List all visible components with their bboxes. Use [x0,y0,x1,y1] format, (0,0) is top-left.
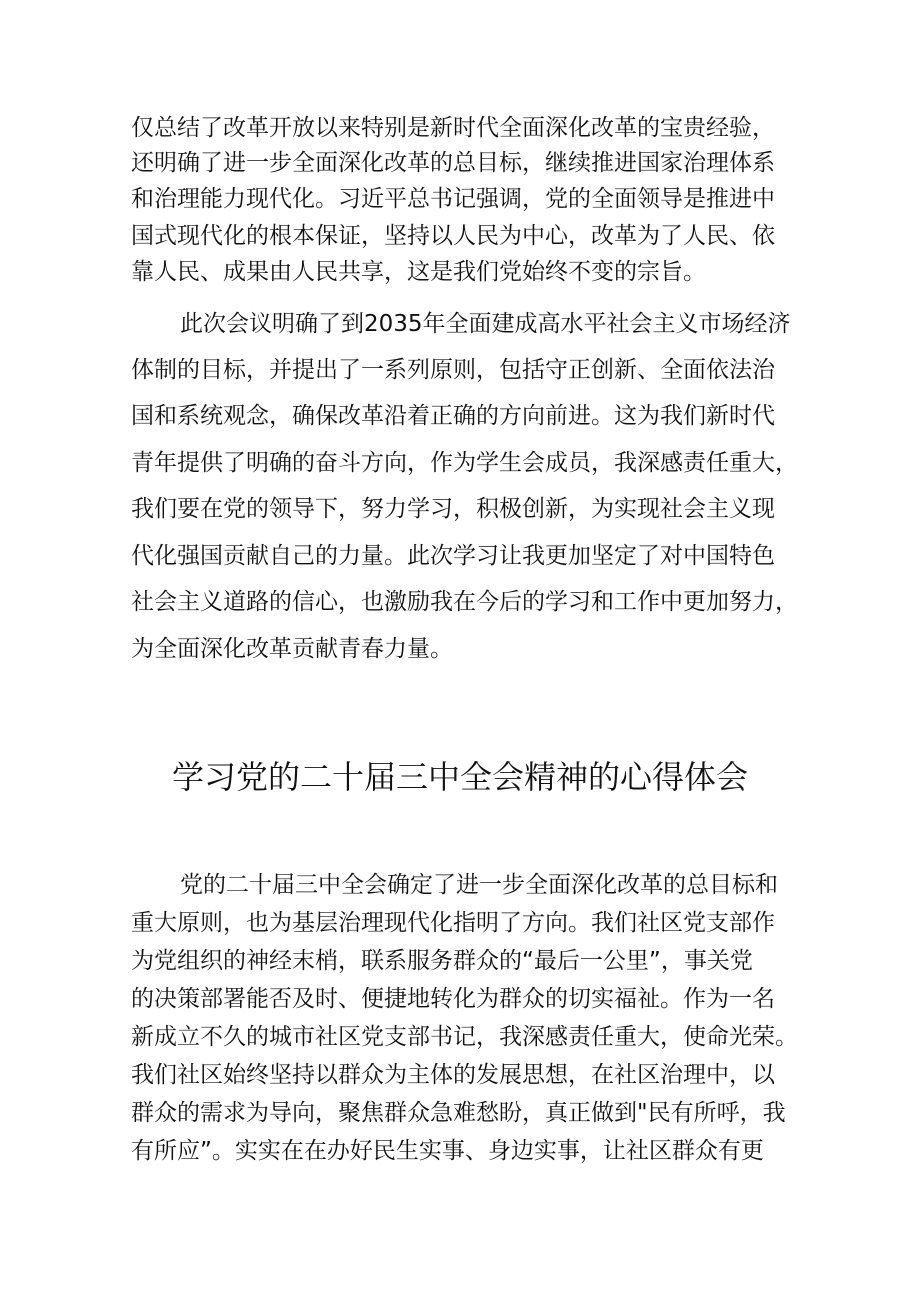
paragraph-3-line-3: 为党组织的神经末梢，联系服务群众的“最后一公里”，事关党 [131,948,753,974]
paragraph-1-line-1: 仅总结了改革开放以来特别是新时代全面深化改革的宝贵经验， [131,115,775,141]
section-title: 学习党的二十届三中全会精神的心得体会 [171,758,748,796]
paragraph-1-line-4: 国式现代化的根本保证，坚持以人民为中心，改革为了人民、依 [131,223,775,249]
paragraph-2-line-1: 此次会议明确了到2035年全面建成高水平社会主义市场经济 [180,311,791,337]
paragraph-3-line-5: 新成立不久的城市社区党支部书记，我深感责任重大，使命光荣。 [131,1024,798,1050]
paragraph-2-line-4: 青年提供了明确的奋斗方向，作为学生会成员，我深感责任重大， [131,450,798,476]
paragraph-3-line-1: 党的二十届三中全会确定了进一步全面深化改革的总目标和 [180,872,778,898]
paragraph-2-line-7: 社会主义道路的信心，也激励我在今后的学习和工作中更加努力， [131,589,798,615]
paragraph-3-line-7: 群众的需求为导向，聚焦群众急难愁盼，真正做到"民有所呼，我 [131,1100,786,1126]
paragraph-3-line-6: 我们社区始终坚持以群众为主体的发展思想，在社区治理中，以 [131,1062,775,1088]
paragraph-2-line-6: 代化强国贡献自己的力量。此次学习让我更加坚定了对中国特色 [131,543,775,569]
paragraph-1-line-5: 靠人民、成果由人民共享，这是我们党始终不变的宗旨。 [131,259,706,285]
paragraph-1-line-2: 还明确了进一步全面深化改革的总目标，继续推进国家治理体系 [131,150,775,176]
paragraph-3-line-4: 的决策部署能否及时、便捷地转化为群众的切实福祉。作为一名 [131,986,775,1012]
paragraph-3-line-2: 重大原则，也为基层治理现代化指明了方向。我们社区党支部作 [131,910,775,936]
paragraph-2-line-3: 国和系统观念，确保改革沿着正确的方向前进。这为我们新时代 [131,403,775,429]
paragraph-2-line-8: 为全面深化改革贡献青春力量。 [131,636,453,662]
paragraph-2-line-2: 体制的目标，并提出了一系列原则，包括守正创新、全面依法治 [131,357,775,383]
paragraph-3-line-8: 有所应”。实实在在办好民生实事、身边实事，让社区群众有更 [131,1138,764,1164]
paragraph-1-line-3: 和治理能力现代化。习近平总书记强调，党的全面领导是推进中 [131,186,775,212]
paragraph-2-line-5: 我们要在党的领导下，努力学习，积极创新，为实现社会主义现 [131,496,775,522]
